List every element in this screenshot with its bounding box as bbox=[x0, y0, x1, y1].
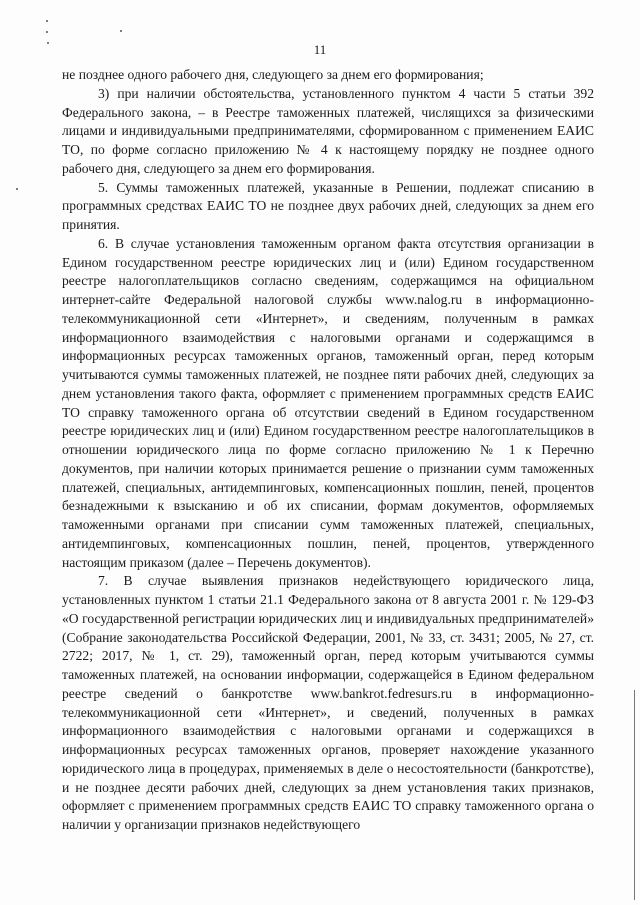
scan-edge-mark bbox=[634, 690, 635, 900]
scan-speck bbox=[16, 188, 18, 190]
scan-speck bbox=[46, 20, 48, 22]
paragraph-item-6: 6. В случае установления таможенным органом факта отсутствия организации в Едином государственном реестре юридических лиц и (или) Едином государственном реестре налогоплательщиков согласно сведениям, содержащимся на официальном интернет-сайте Федеральной налоговой службы www.nalog.ru в информационно-телекоммуникационной сети «Интернет», и сведениям, полученным в рамках информационного взаимодействия с налоговыми органами и содержащимся в информационных ресурсах таможенных органов, таможенный орган, перед которым учитываются суммы таможенных платежей, не позднее пяти рабочих дней, следующих за днем установления такого факта, оформляет с применением программных средств ЕАИС ТО справку таможенного органа об отсутствии сведений в Едином государственном реестре юридических лиц и (или) Едином государственном реестре налогоплательщиков в отношении юридического лица по форме согласно приложению № 1 к Перечню документов, при наличии которых принимается решение о признании сумм таможенных платежей, специальных, антидемпинговых, компенсационных пошлин, пеней, процентов безнадежными к взысканию и об их списании, формам документов, оформляемых таможенными органами при списании сумм таможенных платежей, специальных, антидемпинговых, компенсационных пошлин, пеней, процентов, утвержденного настоящим приказом (далее – Перечень документов). bbox=[62, 235, 594, 570]
document-body bbox=[62, 66, 594, 835]
paragraph-item-3: 3) при наличии обстоятельства, установленного пунктом 4 части 5 статьи 392 Федерального закона, – в Реестре таможенных платежей, числящихся за физическими лицами и индивидуальными предпринимателями, сформированном с применением ЕАИС ТО, по форме согласно приложению № 4 к настоящему порядку не позднее одного рабочего дня, следующего за днем его формирования. bbox=[62, 85, 594, 176]
paragraph-item-7: 7. В случае выявления признаков недействующего юридического лица, установленных пунктом 1 статьи 21.1 Федерального закона от 8 августа 2001 г. № 129-ФЗ «О государственной регистрации юридических лиц и индивидуальных предпринимателей» (Собрание законодательства Российской Федерации, 2001, № 33, ст. 3431; 2005, № 27, ст. 2722; 2017, № 1, ст. 29), таможенный орган, перед которым учитываются суммы таможенных платежей, на основании информации, содержащейся в Едином федеральном реестре сведений о банкротстве www.bankrot.fedresurs.ru в информационно-телекоммуникационной сети «Интернет», и сведений, полученных в рамках информационного взаимодействия с налоговыми органами и содержащихся в информационных ресурсах таможенных органов, проверяет нахождение указанного юридического лица в процедурах, применяемых в деле о несостоятельности (банкротстве), и не позднее десяти рабочих дней, следующих за днем установления таких признаков, оформляет с применением программных средств ЕАИС ТО справку таможенного органа о наличии у организации признаков недействующего bbox=[62, 573, 594, 832]
paragraph-continuation: не позднее одного рабочего дня, следующего за днем его формирования; bbox=[62, 67, 484, 82]
scan-speck bbox=[46, 31, 48, 33]
scan-speck bbox=[120, 30, 122, 32]
page-number: 11 bbox=[313, 42, 327, 57]
paragraph-item-5: 5. Суммы таможенных платежей, указанные в Решении, подлежат списанию в программных средствах ЕАИС ТО не позднее двух рабочих дней, следующих за днем его принятия. bbox=[62, 179, 594, 232]
